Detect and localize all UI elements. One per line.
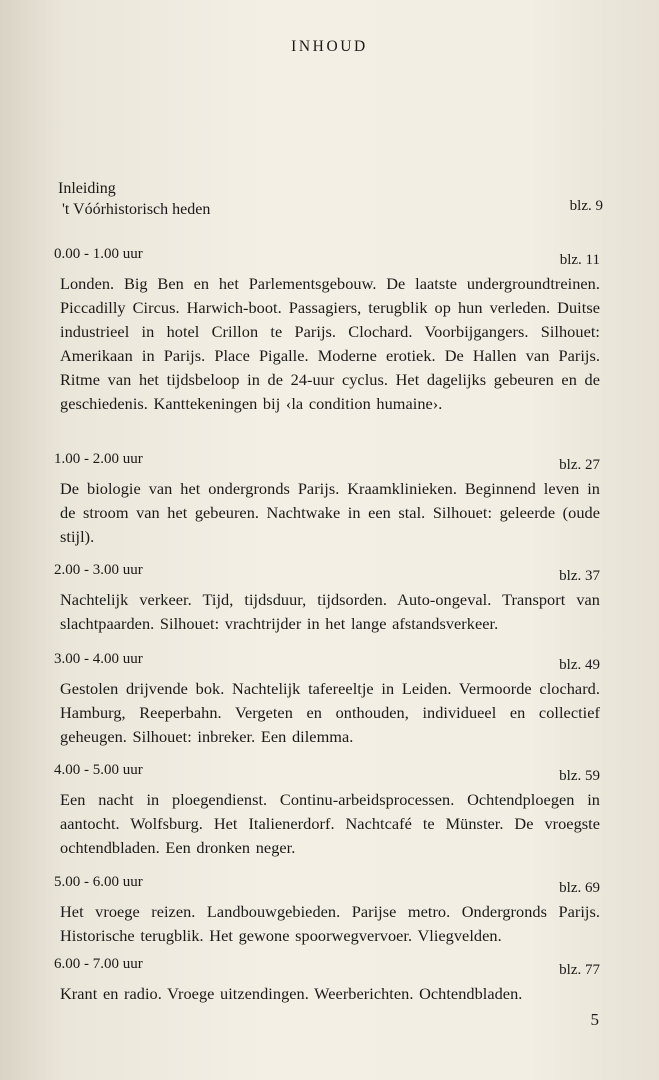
toc-entry-4 xyxy=(54,762,600,860)
toc-entry-time: 5.00 - 6.00 uur xyxy=(54,874,143,890)
toc-entry-page: blz. 37 xyxy=(559,568,600,584)
toc-entry-page: blz. 69 xyxy=(559,880,600,896)
toc-entry-page: blz. 49 xyxy=(559,657,600,673)
intro-entry xyxy=(58,178,603,220)
toc-entry-description: De biologie van het ondergronds Parijs. Kraamklinieken. Beginnend leven in de stroom van het gebeuren. Nachtwake in een stal. Silhouet: geleerde (oude stijl). xyxy=(60,479,600,546)
toc-entry-3 xyxy=(54,651,600,749)
toc-entry-5 xyxy=(54,874,600,948)
intro-page-ref: blz. 9 xyxy=(569,198,603,214)
toc-entry-time: 2.00 - 3.00 uur xyxy=(54,562,143,578)
toc-entry-2 xyxy=(54,562,600,636)
toc-entry-description: Gestolen drijvende bok. Nachtelijk tafereeltje in Leiden. Vermoorde clochard. Hamburg, Reeperbahn. Vergeten en onthouden, individueel en collectief geheugen. Silhouet: inbreker. Een dilemma. xyxy=(60,679,600,746)
toc-entry-time: 0.00 - 1.00 uur xyxy=(54,246,143,262)
toc-entry-page: blz. 77 xyxy=(559,962,600,978)
toc-entry-time: 3.00 - 4.00 uur xyxy=(54,651,143,667)
toc-entry-page: blz. 27 xyxy=(559,457,600,473)
page-title: INHOUD xyxy=(291,38,368,55)
intro-subtitle: 't Vóórhistorisch heden xyxy=(62,201,211,218)
toc-entry-6 xyxy=(54,956,600,1006)
toc-entry-1 xyxy=(54,451,600,549)
page-number: 5 xyxy=(590,1010,599,1029)
toc-entry-0 xyxy=(54,246,600,416)
toc-entry-description: Nachtelijk verkeer. Tijd, tijdsduur, tijdsorden. Auto-ongeval. Transport van slachtpaarden. Silhouet: vrachtrijder in het lange afstandsverkeer. xyxy=(60,590,600,633)
toc-entry-page: blz. 11 xyxy=(559,252,600,268)
intro-label: Inleiding xyxy=(58,180,116,197)
toc-entry-time: 6.00 - 7.00 uur xyxy=(54,956,143,972)
toc-entry-time: 1.00 - 2.00 uur xyxy=(54,451,143,467)
toc-entry-description: Het vroege reizen. Landbouwgebieden. Parijse metro. Ondergronds Parijs. Historische terugblik. Het gewone spoorwegvervoer. Vliegvelden. xyxy=(60,902,600,945)
toc-entry-description: Londen. Big Ben en het Parlementsgebouw. De laatste undergroundtreinen. Piccadilly Circus. Harwich-boot. Passagiers, terugblik op hun verleden. Duitse industrieel in hotel Crillon te Parijs. Clochard. Voorbijgangers. Silhouet: Amerikaan in Parijs. Place Pigalle. Moderne erotiek. De Hallen van Parijs. Ritme van het tijdsbeloop in de 24-uur cyclus. Het dagelijks gebeuren en de geschiedenis. Kanttekeningen bij ‹la condition humaine›. xyxy=(60,274,600,413)
toc-entry-description: Krant en radio. Vroege uitzendingen. Weerberichten. Ochtendbladen. xyxy=(60,984,523,1003)
toc-entry-time: 4.00 - 5.00 uur xyxy=(54,762,143,778)
toc-entry-description: Een nacht in ploegendienst. Continu-arbeidsprocessen. Ochtendploegen in aantocht. Wolfsburg. Het Italienerdorf. Nachtcafé te Münster. De vroegste ochtendbladen. Een dronken neger. xyxy=(60,790,600,857)
toc-entry-page: blz. 59 xyxy=(559,768,600,784)
